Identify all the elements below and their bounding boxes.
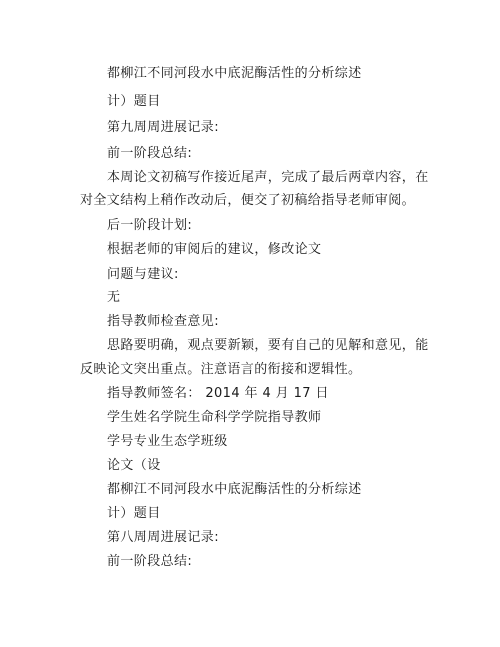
student-info-line-2: 学号专业生态学班级 [107, 434, 228, 449]
next-stage-plan-label: 后一阶段计划: [107, 218, 193, 233]
advisor-comment-line-1: 思路要明确，观点要新颖，要有自己的见解和意见，能 [107, 338, 429, 353]
week-8-heading: 第八周周进展记录: [107, 530, 219, 545]
thesis-title-line-1: 都柳江不同河段水中底泥酶活性的分析综述 [107, 66, 362, 81]
plan-text: 根据老师的审阅后的建议，修改论文 [107, 242, 322, 257]
advisor-comments-label: 指导教师检查意见: [107, 314, 219, 329]
previous-stage-summary-label: 前一阶段总结: [107, 146, 193, 161]
thesis-title-line-1b: 都柳江不同河段水中底泥酶活性的分析综述 [107, 482, 362, 497]
thesis-title-line-2: 计）题目 [107, 94, 161, 109]
summary-text-line-2: 对全文结构上稍作改动后，便交了初稿给指导老师审阅。 [80, 193, 416, 208]
previous-stage-summary-label-2: 前一阶段总结: [107, 554, 193, 569]
advisor-comment-line-2: 反映论文突出重点。注意语言的衔接和逻辑性。 [80, 362, 362, 377]
thesis-label: 论文（设 [107, 458, 161, 473]
week-9-heading: 第九周周进展记录: [107, 120, 219, 135]
advisor-signature-date: 指导教师签名： 2014 年 4 月 17 日 [107, 386, 329, 401]
student-info-line-1: 学生姓名学院生命科学学院指导教师 [107, 410, 322, 425]
issues-text: 无 [107, 290, 121, 305]
issues-suggestions-label: 问题与建议: [107, 267, 179, 282]
summary-text-line-1: 本周论文初稿写作接近尾声，完成了最后两章内容，在 [107, 170, 429, 185]
thesis-title-line-2b: 计）题目 [107, 506, 161, 521]
